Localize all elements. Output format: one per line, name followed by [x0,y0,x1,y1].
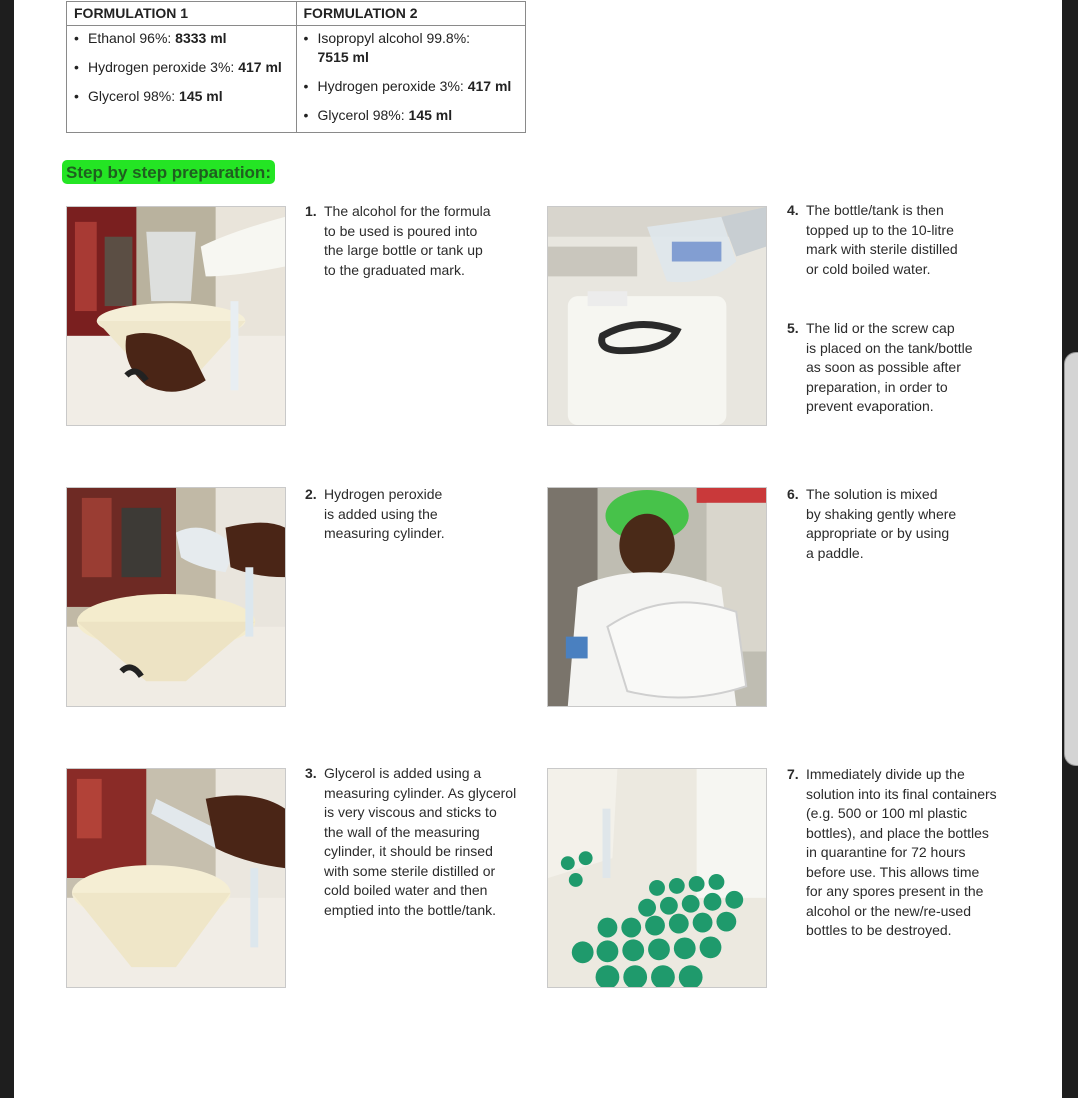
step-1-photo [66,206,286,426]
step-text: Hydrogen peroxide is added using the measuring cylinder. [324,486,445,541]
formulation-1-cell [67,26,297,133]
step-number: 6. [787,486,799,502]
ingredient-label: Ethanol 96%: [88,30,176,46]
step-text: The lid or the screw cap is placed on the tank/bottle as soon as possible after preparation, in order to prevent evaporation. [806,320,973,414]
step-6-photo [547,487,767,707]
step-text: The bottle/tank is then topped up to the 10-litre mark with sterile distilled or cold boiled water. [806,202,958,277]
ingredient-item [74,58,290,77]
step-by-step-heading: Step by step preparation: [62,160,275,184]
ingredient-label: Hydrogen peroxide 3%: [88,59,239,75]
formulation-1-header: FORMULATION 1 [67,2,297,26]
step-text: Immediately divide up the solution into its final containers (e.g. 500 or 100 ml plastic bottles), and place the bottles in quarantine for 72 hours before use. This allows time for any spores present in the alcohol or the new/re-used bottles to be destroyed. [806,766,997,938]
ingredient-item [74,87,290,106]
step-number: 2. [305,486,317,502]
formulation-2-cell [296,26,526,133]
ingredient-item [304,106,520,125]
step-3 [305,764,516,920]
formulation-table [66,1,526,133]
step-2 [305,485,445,544]
step-text: The alcohol for the formula to be used is poured into the large bottle or tank up to the graduated mark. [324,203,491,278]
step-number: 1. [305,203,317,219]
ingredient-amount: 417 ml [467,78,512,94]
ingredient-label: Glycerol 98%: [317,107,409,123]
step-number: 4. [787,202,799,218]
ingredient-label: Glycerol 98%: [88,88,180,104]
step-number: 5. [787,320,799,336]
step-1 [305,202,491,280]
step-number: 3. [305,765,317,781]
ingredient-item [304,77,520,96]
ingredient-amount: 417 ml [238,59,282,75]
step-text: Glycerol is added using a measuring cylinder. As glycerol is very viscous and sticks to the wall of the measuring cylinder, it should be rinsed with some sterile distilled or cold boiled water and then emptied into the bottle/tank. [324,765,517,918]
step-6 [787,485,956,563]
ingredient-amount: 8333 ml [175,30,227,46]
scroll-handle[interactable] [1064,352,1078,766]
step-4 [787,201,958,279]
ingredient-label: Isopropyl alcohol 99.8%: [317,30,471,46]
step-text: The solution is mixed by shaking gently where appropriate or by using a paddle. [806,486,957,561]
ingredient-amount: 145 ml [179,88,223,104]
step-5 [787,319,973,417]
step-3-photo [66,768,286,988]
ingredient-label: Hydrogen peroxide 3%: [317,78,468,94]
ingredient-item [304,29,520,67]
ingredient-item [74,29,290,48]
formulation-2-header: FORMULATION 2 [296,2,526,26]
document-page [14,0,1062,1098]
step-7 [787,765,997,941]
step-7-photo [547,768,767,988]
ingredient-amount: 7515 ml [317,49,369,65]
step-4-photo [547,206,767,426]
step-number: 7. [787,766,799,782]
ingredient-amount: 145 ml [408,107,453,123]
step-2-photo [66,487,286,707]
